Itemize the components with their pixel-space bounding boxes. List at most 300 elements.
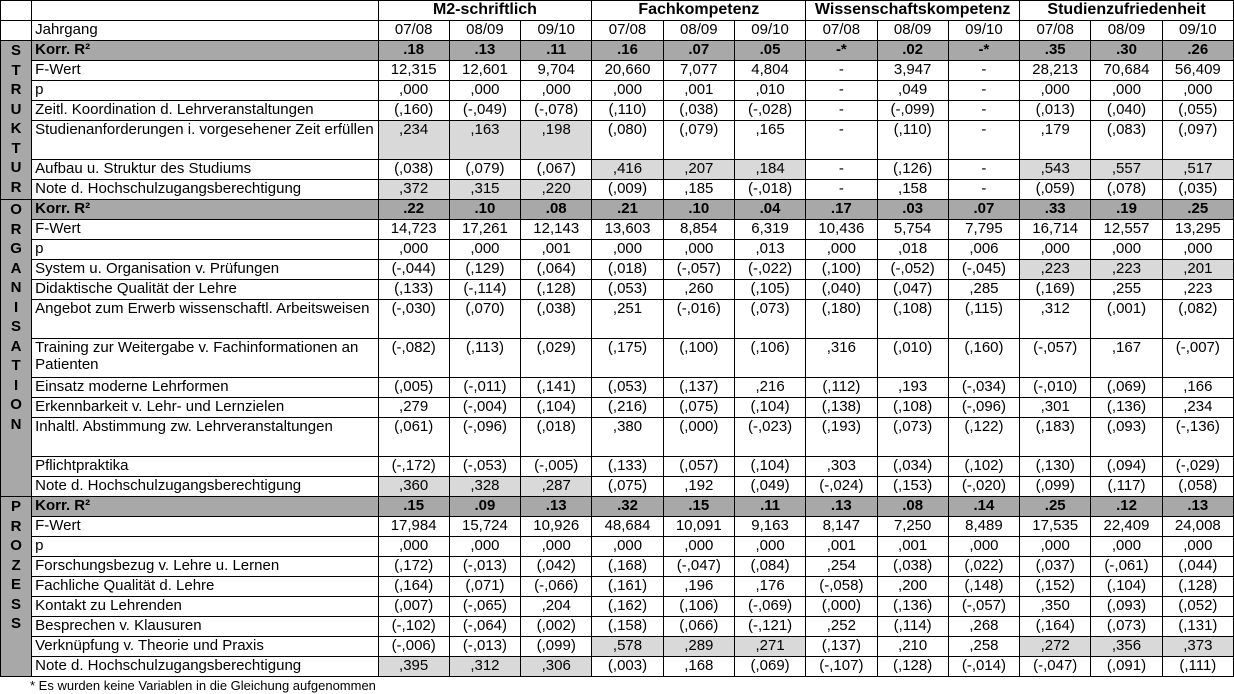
section-letter: U: [10, 100, 22, 118]
row-label: Korr. R²: [32, 41, 378, 61]
value-cell: (-,052): [877, 260, 948, 280]
korr-r2-row: [1, 200, 1234, 220]
table-row: [1, 300, 1234, 339]
value-cell: ,312: [449, 657, 520, 677]
value-cell: (,133): [378, 280, 449, 300]
value-cell: 14,723: [378, 220, 449, 240]
value-cell: (,070): [449, 300, 520, 339]
value-cell: (,073): [877, 418, 948, 457]
value-cell: (,082): [1162, 300, 1233, 339]
table-row: [1, 240, 1234, 260]
value-cell: (,104): [1091, 577, 1162, 597]
section-letter: O: [10, 201, 22, 218]
value-cell: (,102): [948, 457, 1019, 477]
year-header-cell: 08/09: [449, 21, 520, 41]
value-cell: ,000: [1020, 240, 1091, 260]
value-cell: (-,013): [449, 637, 520, 657]
value-cell: (-,029): [1162, 457, 1233, 477]
value-cell: (,104): [521, 398, 592, 418]
row-label: Fachliche Qualität d. Lehre: [32, 577, 378, 597]
section-letter: O: [10, 396, 22, 413]
value-cell: (-,057): [1020, 339, 1091, 378]
value-cell: (,175): [592, 339, 663, 378]
value-cell: 15,724: [449, 517, 520, 537]
value-cell: ,258: [948, 637, 1019, 657]
section-letter: I: [13, 298, 19, 316]
value-cell: ,193: [877, 378, 948, 398]
value-cell: 7,795: [948, 220, 1019, 240]
table-row: [1, 637, 1234, 657]
value-cell: (-,096): [948, 398, 1019, 418]
table-row: [1, 617, 1234, 637]
section-label-struktur: [1, 41, 32, 200]
value-cell: -*: [806, 41, 877, 61]
value-cell: (,137): [806, 637, 877, 657]
value-cell: -: [948, 180, 1019, 200]
value-cell: (,169): [1020, 280, 1091, 300]
value-cell: (,168): [592, 557, 663, 577]
value-cell: ,254: [806, 557, 877, 577]
row-label: Zeitl. Koordination d. Lehrveranstaltungen: [32, 101, 378, 121]
value-cell: (-,010): [1020, 378, 1091, 398]
row-label: F-Wert: [32, 220, 378, 240]
value-cell: (,073): [734, 300, 805, 339]
corner-cell: [1, 1, 32, 21]
value-cell: ,013: [734, 240, 805, 260]
year-header-row: [1, 21, 1234, 41]
value-cell: ,010: [734, 81, 805, 101]
value-cell: ,557: [1091, 160, 1162, 180]
value-cell: (-,065): [449, 597, 520, 617]
value-cell: ,185: [663, 180, 734, 200]
value-cell: (,161): [592, 577, 663, 597]
value-cell: ,223: [1091, 260, 1162, 280]
value-cell: (,193): [806, 418, 877, 457]
value-cell: .32: [592, 497, 663, 517]
table-row: [1, 101, 1234, 121]
value-cell: (,055): [1162, 101, 1233, 121]
section-letter: E: [11, 576, 22, 593]
value-cell: (-,016): [663, 300, 734, 339]
value-cell: (,038): [663, 101, 734, 121]
value-cell: .05: [734, 41, 805, 61]
value-cell: (,064): [521, 260, 592, 280]
row-label: Aufbau u. Struktur des Studiums: [32, 160, 378, 180]
value-cell: ,179: [1020, 121, 1091, 160]
value-cell: (,126): [877, 160, 948, 180]
value-cell: (,057): [663, 457, 734, 477]
value-cell: 13,295: [1162, 220, 1233, 240]
value-cell: (-,020): [948, 477, 1019, 497]
section-letter: P: [11, 498, 22, 515]
value-cell: -: [948, 160, 1019, 180]
value-cell: (,148): [948, 577, 1019, 597]
year-header-cell: 09/10: [1162, 21, 1233, 41]
value-cell: .14: [948, 497, 1019, 517]
value-cell: ,167: [1091, 339, 1162, 378]
section-letter: T: [11, 357, 21, 374]
table-row: [1, 180, 1234, 200]
value-cell: (,160): [948, 339, 1019, 378]
value-cell: 10,436: [806, 220, 877, 240]
row-label: Note d. Hochschulzugangsberechtigung: [32, 657, 378, 677]
value-cell: (-,047): [1020, 657, 1091, 677]
value-cell: (,047): [877, 280, 948, 300]
group-header-row: [1, 1, 1234, 21]
value-cell: .09: [449, 497, 520, 517]
row-label: p: [32, 537, 378, 557]
value-cell: (-,013): [449, 557, 520, 577]
value-cell: (,108): [877, 300, 948, 339]
value-cell: ,000: [663, 537, 734, 557]
table-row: [1, 418, 1234, 457]
section-letter: R: [10, 178, 22, 196]
value-cell: (,049): [734, 477, 805, 497]
value-cell: ,198: [521, 121, 592, 160]
section-letter: R: [10, 81, 22, 98]
value-cell: .35: [1020, 41, 1091, 61]
value-cell: ,251: [592, 300, 663, 339]
row-label: F-Wert: [32, 517, 378, 537]
value-cell: .15: [663, 497, 734, 517]
table-row: [1, 557, 1234, 577]
value-cell: ,000: [948, 537, 1019, 557]
year-header-cell: 09/10: [521, 21, 592, 41]
value-cell: -: [948, 81, 1019, 101]
value-cell: 4,804: [734, 61, 805, 81]
value-cell: ,223: [1162, 280, 1233, 300]
value-cell: ,165: [734, 121, 805, 160]
value-cell: ,289: [663, 637, 734, 657]
value-cell: 48,684: [592, 517, 663, 537]
value-cell: (,058): [1162, 477, 1233, 497]
value-cell: (,117): [1091, 477, 1162, 497]
value-cell: (-,066): [521, 577, 592, 597]
row-label: p: [32, 240, 378, 260]
value-cell: 24,008: [1162, 517, 1233, 537]
value-cell: ,006: [948, 240, 1019, 260]
table-row: [1, 339, 1234, 378]
value-cell: (,066): [663, 617, 734, 637]
table-row: [1, 61, 1234, 81]
row-label: Studienanforderungen i. vorgesehener Zeit erfüllen: [32, 121, 378, 160]
row-label: Kontakt zu Lehrenden: [32, 597, 378, 617]
value-cell: 8,854: [663, 220, 734, 240]
value-cell: (,093): [1091, 597, 1162, 617]
value-cell: .08: [521, 200, 592, 220]
value-cell: (-,022): [734, 260, 805, 280]
value-cell: 8,147: [806, 517, 877, 537]
value-cell: (-,024): [806, 477, 877, 497]
value-cell: (,078): [1091, 180, 1162, 200]
value-cell: (-,172): [378, 457, 449, 477]
value-cell: ,201: [1162, 260, 1233, 280]
value-cell: (-,028): [734, 101, 805, 121]
value-cell: ,272: [1020, 637, 1091, 657]
value-cell: (,040): [806, 280, 877, 300]
value-cell: ,168: [663, 657, 734, 677]
table-row: [1, 378, 1234, 398]
value-cell: .08: [877, 497, 948, 517]
section-letter: I: [13, 376, 19, 394]
value-cell: .22: [378, 200, 449, 220]
value-cell: ,000: [734, 537, 805, 557]
value-cell: .11: [521, 41, 592, 61]
value-cell: (,113): [449, 339, 520, 378]
value-cell: 16,714: [1020, 220, 1091, 240]
value-cell: (-,082): [378, 339, 449, 378]
table-row: [1, 597, 1234, 617]
year-header-cell: 08/09: [877, 21, 948, 41]
value-cell: ,000: [378, 240, 449, 260]
value-cell: (-,057): [948, 597, 1019, 617]
value-cell: (-,007): [1162, 339, 1233, 378]
value-cell: (-,023): [734, 418, 805, 457]
value-cell: (,053): [592, 378, 663, 398]
section-letter: Z: [11, 556, 21, 574]
value-cell: ,000: [1020, 81, 1091, 101]
value-cell: (-,078): [521, 101, 592, 121]
value-cell: (,083): [1091, 121, 1162, 160]
value-cell: ,315: [449, 180, 520, 200]
value-cell: (,044): [1162, 557, 1233, 577]
row-label: F-Wert: [32, 61, 378, 81]
value-cell: (-,045): [948, 260, 1019, 280]
value-cell: (,013): [1020, 101, 1091, 121]
value-cell: ,000: [1162, 81, 1233, 101]
row-label: Note d. Hochschulzugangsberechtigung: [32, 477, 378, 497]
value-cell: ,000: [1091, 240, 1162, 260]
section-letter: A: [10, 259, 22, 277]
value-cell: (,093): [1091, 418, 1162, 457]
value-cell: ,000: [449, 537, 520, 557]
value-cell: ,380: [592, 418, 663, 457]
value-cell: (-,136): [1162, 418, 1233, 457]
value-cell: (,099): [521, 637, 592, 657]
group-header-m2: M2-schriftlich: [378, 1, 592, 21]
value-cell: 3,947: [877, 61, 948, 81]
corner-cell: [1, 21, 32, 41]
value-cell: .03: [877, 200, 948, 220]
row-label: Einsatz moderne Lehrformen: [32, 378, 378, 398]
row-label: Pflichtpraktika: [32, 457, 378, 477]
value-cell: 5,754: [877, 220, 948, 240]
value-cell: (,042): [521, 557, 592, 577]
value-cell: -: [806, 101, 877, 121]
value-cell: ,328: [449, 477, 520, 497]
table-row: [1, 657, 1234, 677]
value-cell: (,005): [378, 378, 449, 398]
value-cell: (,136): [877, 597, 948, 617]
value-cell: ,312: [1020, 300, 1091, 339]
value-cell: (,162): [592, 597, 663, 617]
value-cell: (,071): [449, 577, 520, 597]
value-cell: 20,660: [592, 61, 663, 81]
section-letter: R: [10, 220, 22, 238]
section-label-organisation: [1, 200, 32, 497]
footnote: * Es wurden keine Variablen in die Gleichung aufgenommen: [30, 678, 376, 693]
value-cell: (,000): [806, 597, 877, 617]
value-cell: .21: [592, 200, 663, 220]
value-cell: (,034): [877, 457, 948, 477]
value-cell: .25: [1162, 200, 1233, 220]
value-cell: (,122): [948, 418, 1019, 457]
value-cell: (-,114): [449, 280, 520, 300]
value-cell: (,106): [663, 597, 734, 617]
value-cell: (-,014): [948, 657, 1019, 677]
value-cell: (,180): [806, 300, 877, 339]
value-cell: (,073): [1091, 617, 1162, 637]
value-cell: (,018): [592, 260, 663, 280]
value-cell: (,097): [1162, 121, 1233, 160]
year-header-cell: 09/10: [734, 21, 805, 41]
value-cell: 6,319: [734, 220, 805, 240]
row-label: Korr. R²: [32, 200, 378, 220]
value-cell: (-,102): [378, 617, 449, 637]
value-cell: ,360: [378, 477, 449, 497]
section-letter: U: [10, 159, 22, 176]
value-cell: (,137): [663, 378, 734, 398]
group-header-fachkompetenz: Fachkompetenz: [592, 1, 806, 21]
value-cell: ,285: [948, 280, 1019, 300]
value-cell: ,001: [521, 240, 592, 260]
value-cell: .04: [734, 200, 805, 220]
value-cell: (,110): [592, 101, 663, 121]
value-cell: 17,984: [378, 517, 449, 537]
value-cell: -: [948, 121, 1019, 160]
value-cell: (,153): [877, 477, 948, 497]
value-cell: 13,603: [592, 220, 663, 240]
corner-cell: [32, 1, 378, 21]
value-cell: ,176: [734, 577, 805, 597]
value-cell: (,038): [877, 557, 948, 577]
value-cell: ,373: [1162, 637, 1233, 657]
value-cell: (,035): [1162, 180, 1233, 200]
year-header-cell: 07/08: [1020, 21, 1091, 41]
value-cell: (-,049): [449, 101, 520, 121]
value-cell: ,306: [521, 657, 592, 677]
year-header-cell: 08/09: [1091, 21, 1162, 41]
value-cell: ,000: [806, 240, 877, 260]
table-body: [1, 1, 1234, 677]
value-cell: 12,315: [378, 61, 449, 81]
value-cell: -: [806, 160, 877, 180]
value-cell: (,115): [948, 300, 1019, 339]
value-cell: (,091): [1091, 657, 1162, 677]
value-cell: (,029): [521, 339, 592, 378]
group-header-wissenschaftskompetenz: Wissenschaftskompetenz: [806, 1, 1020, 21]
value-cell: ,000: [1020, 537, 1091, 557]
value-cell: .12: [1091, 497, 1162, 517]
value-cell: ,207: [663, 160, 734, 180]
value-cell: ,018: [877, 240, 948, 260]
value-cell: 12,143: [521, 220, 592, 240]
value-cell: (,003): [592, 657, 663, 677]
value-cell: .30: [1091, 41, 1162, 61]
value-cell: (,111): [1162, 657, 1233, 677]
value-cell: ,000: [449, 81, 520, 101]
value-cell: ,578: [592, 637, 663, 657]
value-cell: ,158: [877, 180, 948, 200]
value-cell: (-,004): [449, 398, 520, 418]
value-cell: (,080): [592, 121, 663, 160]
value-cell: ,200: [877, 577, 948, 597]
section-letter: S: [11, 318, 22, 335]
value-cell: ,196: [663, 577, 734, 597]
value-cell: (,067): [521, 160, 592, 180]
value-cell: (,084): [734, 557, 805, 577]
value-cell: ,260: [663, 280, 734, 300]
value-cell: ,316: [806, 339, 877, 378]
value-cell: ,000: [449, 240, 520, 260]
row-label: Angebot zum Erwerb wissenschaftl. Arbeitsweisen: [32, 300, 378, 339]
value-cell: .10: [449, 200, 520, 220]
value-cell: (,002): [521, 617, 592, 637]
value-cell: ,255: [1091, 280, 1162, 300]
value-cell: 7,250: [877, 517, 948, 537]
value-cell: ,000: [1091, 81, 1162, 101]
value-cell: (-,096): [449, 418, 520, 457]
value-cell: (-,047): [663, 557, 734, 577]
value-cell: -*: [948, 41, 1019, 61]
value-cell: (-,057): [663, 260, 734, 280]
value-cell: ,192: [663, 477, 734, 497]
value-cell: (,128): [521, 280, 592, 300]
value-cell: (,069): [734, 657, 805, 677]
value-cell: -: [806, 61, 877, 81]
table-row: [1, 537, 1234, 557]
row-label: Besprechen v. Klausuren: [32, 617, 378, 637]
value-cell: (,114): [877, 617, 948, 637]
value-cell: .18: [378, 41, 449, 61]
value-cell: .11: [734, 497, 805, 517]
value-cell: -: [948, 101, 1019, 121]
value-cell: (-,099): [877, 101, 948, 121]
value-cell: -: [806, 180, 877, 200]
value-cell: (,100): [806, 260, 877, 280]
value-cell: (-,018): [734, 180, 805, 200]
value-cell: -: [948, 61, 1019, 81]
value-cell: (-,069): [734, 597, 805, 617]
value-cell: .15: [378, 497, 449, 517]
value-cell: (-,107): [806, 657, 877, 677]
row-label: Verknüpfung v. Theorie und Praxis: [32, 637, 378, 657]
value-cell: (,216): [592, 398, 663, 418]
value-cell: (,000): [663, 418, 734, 457]
value-cell: (-,061): [1091, 557, 1162, 577]
value-cell: (-,030): [378, 300, 449, 339]
row-label: p: [32, 81, 378, 101]
value-cell: (-,011): [449, 378, 520, 398]
value-cell: .13: [806, 497, 877, 517]
section-letter: T: [11, 61, 21, 79]
value-cell: ,000: [1091, 537, 1162, 557]
value-cell: (,069): [1091, 378, 1162, 398]
korr-r2-row: [1, 497, 1234, 517]
value-cell: (,052): [1162, 597, 1233, 617]
value-cell: 22,409: [1091, 517, 1162, 537]
year-header-cell: 07/08: [592, 21, 663, 41]
value-cell: .19: [1091, 200, 1162, 220]
value-cell: ,000: [521, 81, 592, 101]
value-cell: ,234: [1162, 398, 1233, 418]
value-cell: ,000: [1162, 240, 1233, 260]
value-cell: ,000: [592, 240, 663, 260]
value-cell: 17,261: [449, 220, 520, 240]
value-cell: ,000: [521, 537, 592, 557]
value-cell: (,009): [592, 180, 663, 200]
section-letter: N: [10, 415, 22, 433]
